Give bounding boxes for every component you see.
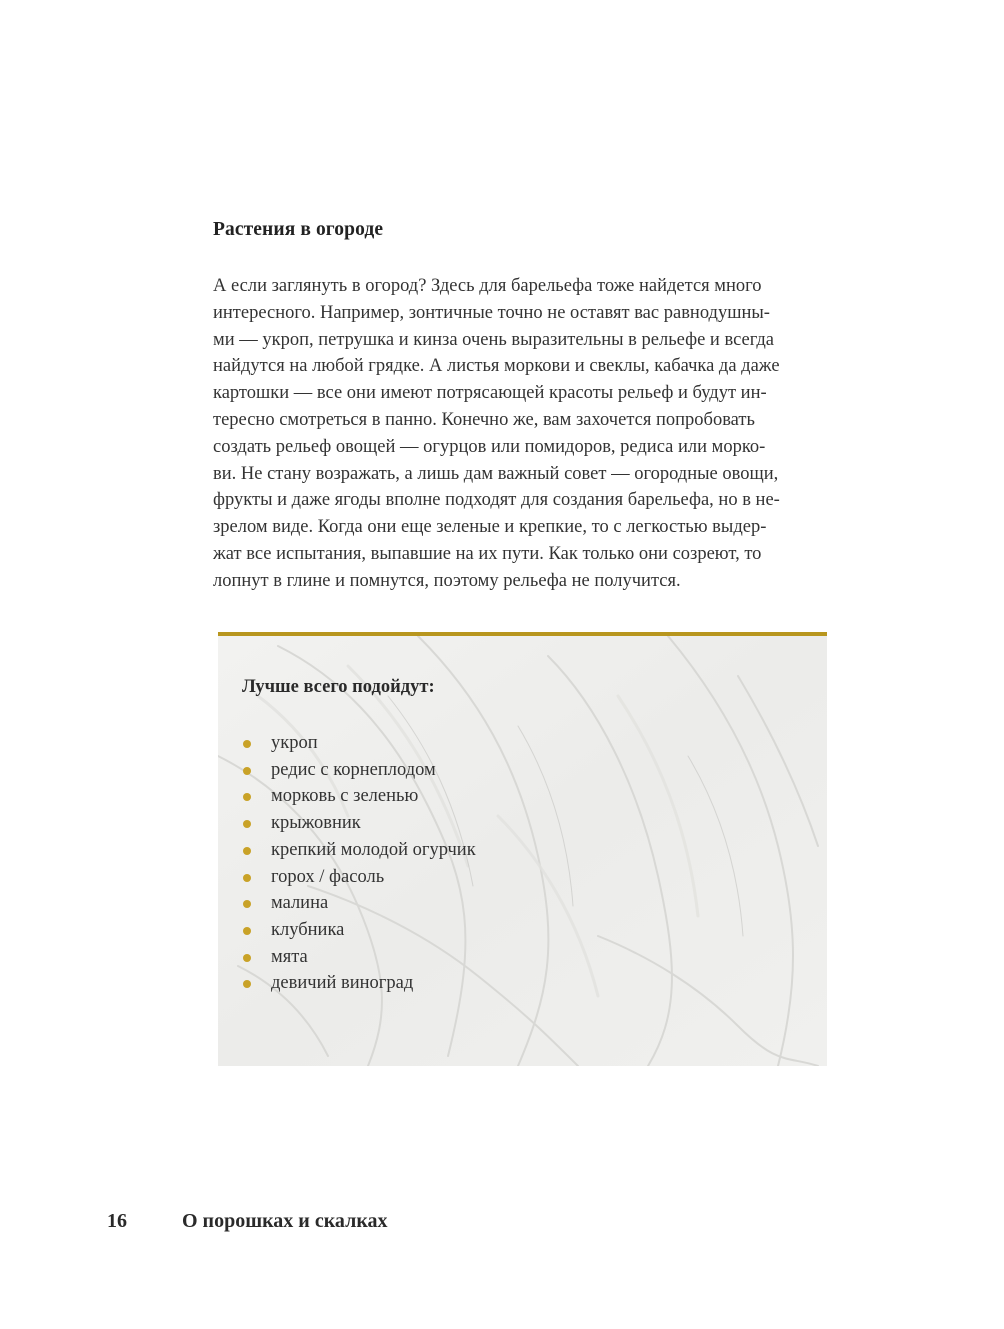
list-item-label: редис с корнеплодом <box>271 759 436 780</box>
list-item <box>242 970 476 997</box>
list-item <box>242 730 476 757</box>
paragraph-line: ми — укроп, петрушка и кинза очень выразительны в рельефе и всегда <box>213 329 775 350</box>
list-item-label: крыжовник <box>271 813 361 834</box>
list-item <box>242 917 476 944</box>
bullet-dot-icon <box>243 847 251 855</box>
paragraph-line: картошки — все они имеют потрясающей красоты рельеф и будут ин- <box>213 383 767 404</box>
paragraph-line: зрелом виде. Когда они еще зеленые и крепкие, то с легкостью выдер- <box>213 517 767 538</box>
list-item-label: мята <box>271 946 308 967</box>
list-item <box>242 837 476 864</box>
recommendation-list <box>242 730 476 997</box>
recommendation-box <box>218 632 827 1066</box>
list-item <box>242 864 476 891</box>
body-paragraph <box>213 273 833 595</box>
section-title: Растения в огороде <box>213 219 384 240</box>
list-item <box>242 783 476 810</box>
bullet-dot-icon <box>243 740 251 748</box>
list-item <box>242 890 476 917</box>
paragraph-line: ви. Не стану возражать, а лишь дам важный совет — огородные овощи, <box>213 463 779 484</box>
list-item-label: девичий виноград <box>271 973 414 994</box>
paragraph-line: создать рельеф овощей — огурцов или помидоров, редиса или морко- <box>213 436 766 457</box>
bullet-dot-icon <box>243 927 251 935</box>
paragraph-line: интересного. Например, зонтичные точно не оставят вас равнодушны- <box>213 302 770 323</box>
list-item-label: клубника <box>271 919 345 940</box>
box-title: Лучше всего подойдут: <box>242 677 435 697</box>
bullet-dot-icon <box>243 980 251 988</box>
list-item-label: горох / фасоль <box>271 866 385 887</box>
bullet-dot-icon <box>243 767 251 775</box>
paragraph-line: А если заглянуть в огород? Здесь для барельефа тоже найдется много <box>213 276 762 296</box>
paragraph-line: тересно смотреться в панно. Конечно же, вам захочется попробовать <box>213 409 755 430</box>
list-item-label: малина <box>271 893 329 914</box>
page-number: 16 <box>107 1210 127 1232</box>
list-item-label: укроп <box>271 733 318 753</box>
paragraph-line: лопнут в глине и помнутся, поэтому рельефа не получится. <box>213 570 681 591</box>
bullet-dot-icon <box>243 793 251 801</box>
bullet-dot-icon <box>243 954 251 962</box>
running-title: О порошках и скалках <box>182 1210 388 1232</box>
list-item-label: крепкий молодой огурчик <box>271 839 476 860</box>
paragraph-line: фрукты и даже ягоды вполне подходят для создания барельефа, но в не- <box>213 490 780 511</box>
paragraph-line: жат все испытания, выпавшие на их пути. Как только они созреют, то <box>213 543 762 564</box>
list-item <box>242 944 476 971</box>
list-item <box>242 757 476 784</box>
list-item-label: морковь с зеленью <box>271 786 419 807</box>
list-item <box>242 810 476 837</box>
bullet-dot-icon <box>243 900 251 908</box>
bullet-dot-icon <box>243 820 251 828</box>
paragraph-line: найдутся на любой грядке. А листья моркови и свеклы, кабачка да даже <box>213 356 780 377</box>
bullet-dot-icon <box>243 874 251 882</box>
